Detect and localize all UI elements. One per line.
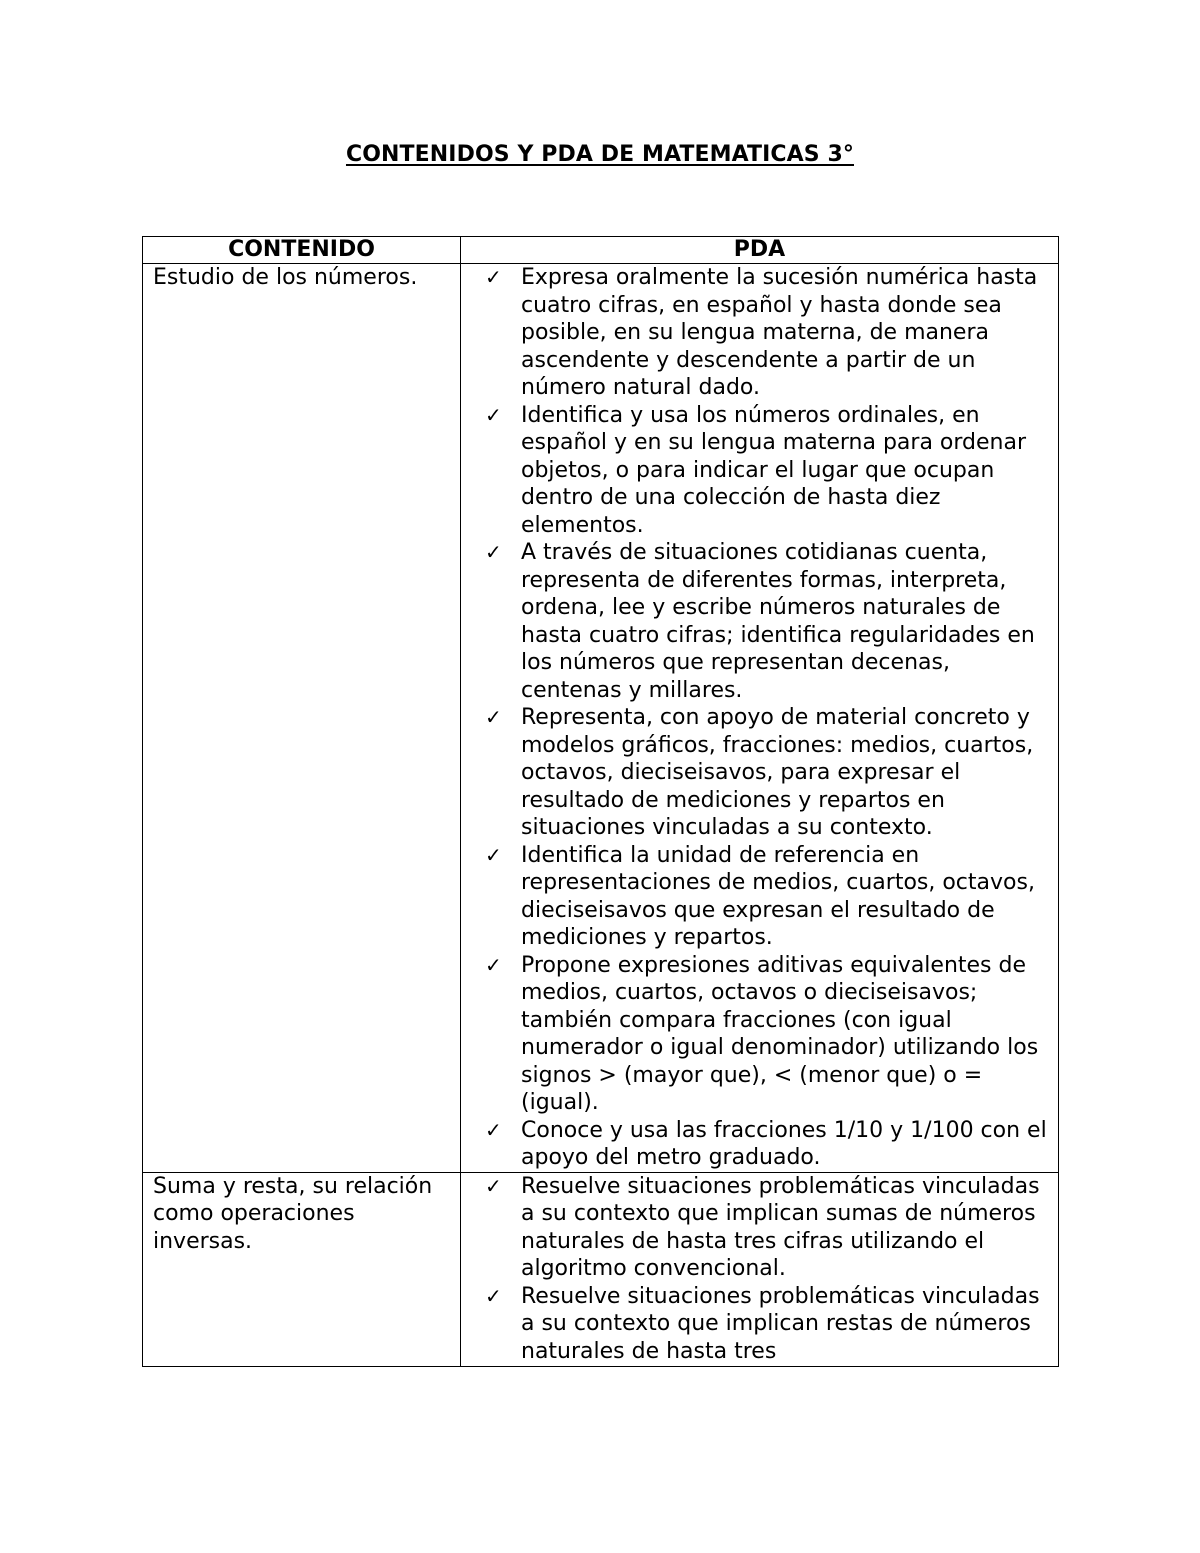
checkmark-icon: ✓ xyxy=(485,952,502,977)
pda-item xyxy=(461,1173,1048,1283)
header-pda: PDA xyxy=(461,237,1059,264)
pda-clip xyxy=(461,1173,1048,1366)
pda-item-text: Conoce y usa las fracciones 1/10 y 1/100 con el apoyo del metro graduado. xyxy=(521,1117,1047,1170)
pda-list xyxy=(461,264,1048,1172)
contenido-cell: Estudio de los números. xyxy=(143,264,461,1173)
checkmark-icon: ✓ xyxy=(485,1283,502,1308)
pda-item xyxy=(461,1283,1048,1366)
pda-item-text: Representa, con apoyo de material concreto y modelos gráficos, fracciones: medios, cuartos, octavos, dieciseisavos, para expresar el resultado de mediciones y repartos en situaciones vinculadas a su contexto. xyxy=(521,705,1034,840)
pda-item-text: Identifica y usa los números ordinales, en español y en su lengua materna para ordenar objetos, o para indicar el lugar que ocupan dentro de una colección de hasta diez elementos. xyxy=(521,402,1027,538)
checkmark-icon: ✓ xyxy=(485,402,502,427)
table-row xyxy=(143,1172,1059,1366)
pda-item-text: Propone expresiones aditivas equivalentes de medios, cuartos, octavos o dieciseisavos; también compara fracciones (con igual numerador o igual denominador) utilizando los signos > (mayor que), < (menor que) o = (igual). xyxy=(521,952,1039,1115)
table-header-row xyxy=(143,237,1059,264)
checkmark-icon: ✓ xyxy=(485,265,502,289)
pda-list xyxy=(461,1173,1048,1366)
checkmark-icon: ✓ xyxy=(485,1117,502,1142)
contenido-text: Suma y resta, su relación como operaciones inversas. xyxy=(153,1173,433,1254)
pda-item xyxy=(461,952,1048,1117)
pda-item xyxy=(461,704,1048,842)
checkmark-icon: ✓ xyxy=(485,842,502,867)
table-row xyxy=(143,264,1059,1173)
pda-item xyxy=(461,1117,1048,1172)
pda-cell xyxy=(461,264,1059,1173)
checkmark-icon: ✓ xyxy=(485,540,502,564)
page-title: CONTENIDOS Y PDA DE MATEMATICAS 3° xyxy=(345,142,854,167)
pda-table xyxy=(142,236,1059,1367)
checkmark-icon: ✓ xyxy=(485,1173,502,1198)
pda-item xyxy=(461,539,1048,704)
pda-item-text: A través de situaciones cotidianas cuenta, representa de diferentes formas, interpreta, ordena, lee y escribe números naturales de hasta cuatro cifras; identifica regularidades en los números que representan decenas, centenas y millares. xyxy=(521,540,1035,703)
pda-item-text: Identifica la unidad de referencia en representaciones de medios, cuartos, octavos, dieciseisavos que expresan el resultado de mediciones y repartos. xyxy=(521,842,1035,950)
pda-item-text: Expresa oralmente la sucesión numérica hasta cuatro cifras, en español y hasta donde sea posible, en su lengua materna, de manera ascendente y descendente a partir de un número natural dado. xyxy=(521,265,1038,400)
contenido-cell xyxy=(143,1172,461,1366)
pda-item xyxy=(461,402,1048,540)
pda-item-text: Resuelve situaciones problemáticas vinculadas a su contexto que implican restas de números naturales de hasta tres xyxy=(521,1283,1040,1364)
pda-cell xyxy=(461,1172,1059,1366)
pda-item xyxy=(461,264,1048,402)
checkmark-icon: ✓ xyxy=(485,705,502,729)
pda-item-text: Resuelve situaciones problemáticas vinculadas a su contexto que implican sumas de números naturales de hasta tres cifras utilizando el algoritmo convencional. xyxy=(521,1173,1040,1281)
header-contenido: CONTENIDO xyxy=(143,237,461,264)
pda-item xyxy=(461,842,1048,952)
